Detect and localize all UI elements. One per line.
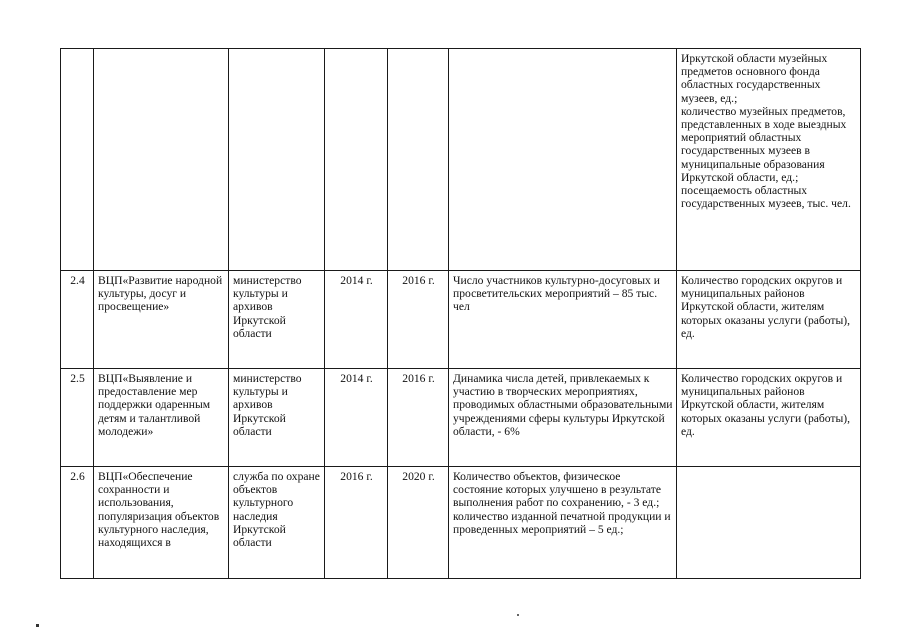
table-row: [61, 369, 861, 467]
result-cell: Число участников культурно-досуговых и просветительских мероприятий – 85 тыс. чел: [449, 271, 677, 369]
program-table: [60, 48, 861, 579]
indicators-cell: [677, 49, 861, 271]
scan-speck: [517, 614, 519, 616]
start-year: 2016 г.: [325, 467, 388, 579]
program-name: ВЦП«Обеспечение сохранности и использования, популяризация объектов культурного наследия, находящихся в: [94, 467, 229, 579]
executor-cell: министерство культуры и архивов Иркутской области: [229, 369, 325, 467]
table-row: [61, 271, 861, 369]
indicator-text: Иркутской области музейных предметов основного фонда областных государственных музеев, ед.;: [681, 52, 828, 105]
row-number: [61, 49, 94, 271]
start-year: 2014 г.: [325, 271, 388, 369]
indicator-text: Количество городских округов и муниципальных районов Иркутской области, жителям которых оказаны услуги (работы), ед.: [681, 372, 851, 438]
program-name: ВЦП«Выявление и предоставление мер поддержки одаренным детям и талантливой молодежи»: [94, 369, 229, 467]
end-year: 2020 г.: [388, 467, 449, 579]
indicator-text: посещаемость областных государственных музеев, тыс. чел.: [681, 184, 851, 211]
row-number: 2.4: [61, 271, 94, 369]
indicator-text: количество музейных предметов, представленных в ходе выездных мероприятий областных государственных музеев в муниципальные образования Иркутской области, ед.;: [681, 104, 847, 184]
end-year: [388, 49, 449, 271]
row-number: 2.5: [61, 369, 94, 467]
indicators-cell: [677, 369, 861, 467]
table-row: [61, 49, 861, 271]
start-year: [325, 49, 388, 271]
result-cell: [449, 49, 677, 271]
program-name: [94, 49, 229, 271]
result-cell: Количество объектов, физическое состояние которых улучшено в результате выполнения работ по сохранению, - 3 ед.; количество изданной печатной продукции и проведенных мероприятий – 5 ед.;: [449, 467, 677, 579]
scan-speck: [36, 624, 39, 627]
row-number: 2.6: [61, 467, 94, 579]
start-year: 2014 г.: [325, 369, 388, 467]
indicators-cell: [677, 271, 861, 369]
indicator-text: Количество городских округов и муниципальных районов Иркутской области, жителям которых оказаны услуги (работы), ед.: [681, 274, 851, 340]
end-year: 2016 г.: [388, 369, 449, 467]
program-name: ВЦП«Развитие народной культуры, досуг и просвещение»: [94, 271, 229, 369]
executor-cell: [229, 49, 325, 271]
result-cell: Динамика числа детей, привлекаемых к участию в творческих мероприятиях, проводимых областными образовательными учреждениями сферы культуры Иркутской области, - 6%: [449, 369, 677, 467]
end-year: 2016 г.: [388, 271, 449, 369]
executor-cell: министерство культуры и архивов Иркутской области: [229, 271, 325, 369]
table-row: [61, 467, 861, 579]
executor-cell: служба по охране объектов культурного наследия Иркутской области: [229, 467, 325, 579]
indicators-cell: [677, 467, 861, 579]
